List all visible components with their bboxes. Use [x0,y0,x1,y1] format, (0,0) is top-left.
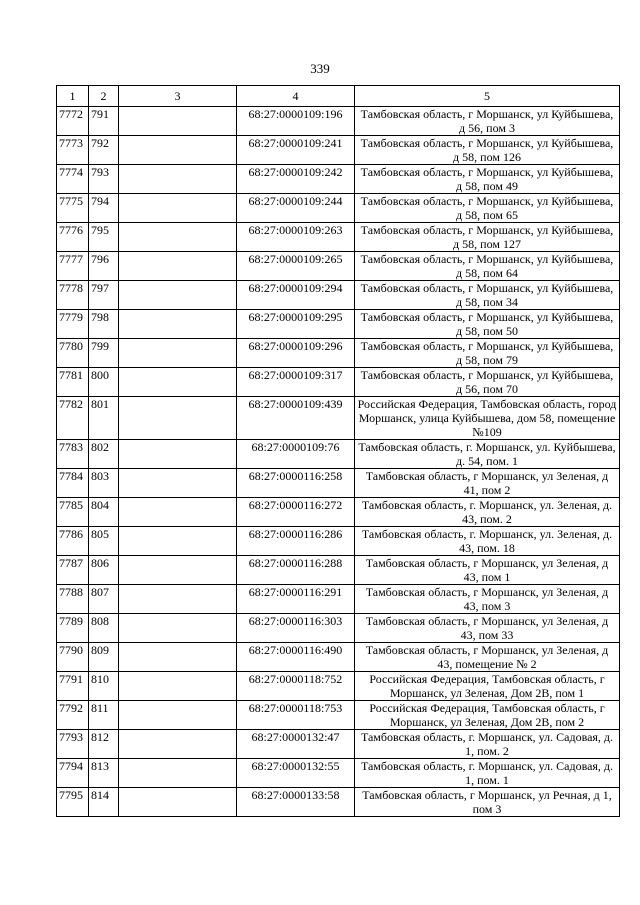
row-number-cell: 808 [89,614,119,643]
row-index-cell: 7772 [57,107,89,136]
table-row [57,672,620,701]
row-index-cell: 7795 [57,788,89,817]
row-number-cell: 807 [89,585,119,614]
cadastral-number-cell: 68:27:0000118:753 [237,701,355,730]
table-row [57,339,620,368]
empty-cell [119,368,237,397]
table-row [57,469,620,498]
empty-cell [119,788,237,817]
address-cell: Российская Федерация, Тамбовская область, г Моршанск, ул Зеленая, Дом 2В, пом 2 [355,701,620,730]
header-cell: 5 [355,86,620,107]
table-row [57,701,620,730]
row-index-cell: 7789 [57,614,89,643]
table-row [57,165,620,194]
empty-cell [119,252,237,281]
table-row [57,252,620,281]
table-row [57,194,620,223]
cadastral-number-cell: 68:27:0000116:258 [237,469,355,498]
address-cell: Тамбовская область, г Моршанск, ул Зеленая, д 43, пом 33 [355,614,620,643]
cadastral-number-cell: 68:27:0000109:265 [237,252,355,281]
row-number-cell: 813 [89,759,119,788]
empty-cell [119,498,237,527]
table-row [57,223,620,252]
cadastral-number-cell: 68:27:0000109:296 [237,339,355,368]
table-row [57,788,620,817]
row-number-cell: 809 [89,643,119,672]
row-number-cell: 797 [89,281,119,310]
table-row [57,310,620,339]
row-number-cell: 805 [89,527,119,556]
address-cell: Тамбовская область, г. Моршанск, ул. Садовая, д. 1, пом. 1 [355,759,620,788]
table-row [57,585,620,614]
cadastral-number-cell: 68:27:0000116:490 [237,643,355,672]
address-cell: Тамбовская область, г Моршанск, ул Куйбышева, д 58, пом 79 [355,339,620,368]
row-number-cell: 812 [89,730,119,759]
table-row [57,107,620,136]
empty-cell [119,585,237,614]
empty-cell [119,614,237,643]
header-cell: 4 [237,86,355,107]
table-row [57,440,620,469]
row-number-cell: 800 [89,368,119,397]
row-index-cell: 7792 [57,701,89,730]
address-cell: Тамбовская область, г Моршанск, ул Куйбышева, д 58, пом 126 [355,136,620,165]
address-cell: Тамбовская область, г Моршанск, ул Куйбышева, д 58, пом 49 [355,165,620,194]
address-cell: Тамбовская область, г. Моршанск, ул. Зеленая, д. 43, пом. 18 [355,527,620,556]
empty-cell [119,165,237,194]
address-cell: Тамбовская область, г Моршанск, ул Куйбышева, д 58, пом 127 [355,223,620,252]
address-cell: Тамбовская область, г Моршанск, ул Куйбышева, д 56, пом 3 [355,107,620,136]
row-index-cell: 7787 [57,556,89,585]
cadastral-number-cell: 68:27:0000116:303 [237,614,355,643]
row-index-cell: 7781 [57,368,89,397]
table-header-row [57,86,620,107]
cadastral-number-cell: 68:27:0000109:317 [237,368,355,397]
row-number-cell: 791 [89,107,119,136]
row-index-cell: 7783 [57,440,89,469]
row-number-cell: 794 [89,194,119,223]
table-row [57,643,620,672]
table-row [57,614,620,643]
empty-cell [119,223,237,252]
row-number-cell: 793 [89,165,119,194]
empty-cell [119,281,237,310]
row-index-cell: 7779 [57,310,89,339]
row-number-cell: 796 [89,252,119,281]
row-index-cell: 7793 [57,730,89,759]
cadastral-number-cell: 68:27:0000133:58 [237,788,355,817]
row-number-cell: 799 [89,339,119,368]
table-row [57,368,620,397]
row-number-cell: 802 [89,440,119,469]
cadastral-number-cell: 68:27:0000116:286 [237,527,355,556]
table-row [57,730,620,759]
empty-cell [119,701,237,730]
empty-cell [119,672,237,701]
table-row [57,281,620,310]
row-index-cell: 7786 [57,527,89,556]
row-index-cell: 7778 [57,281,89,310]
address-cell: Тамбовская область, г Моршанск, ул Куйбышева, д 58, пом 65 [355,194,620,223]
cadastral-number-cell: 68:27:0000109:241 [237,136,355,165]
address-cell: Тамбовская область, г Моршанск, ул Зеленая, д 43, пом 3 [355,585,620,614]
cadastral-number-cell: 68:27:0000132:55 [237,759,355,788]
empty-cell [119,194,237,223]
row-index-cell: 7782 [57,397,89,440]
row-index-cell: 7790 [57,643,89,672]
row-number-cell: 811 [89,701,119,730]
cadastral-number-cell: 68:27:0000109:294 [237,281,355,310]
cadastral-number-cell: 68:27:0000109:76 [237,440,355,469]
table-row [57,136,620,165]
header-cell: 3 [119,86,237,107]
registry-table [56,85,620,817]
empty-cell [119,136,237,165]
table-row [57,759,620,788]
row-index-cell: 7784 [57,469,89,498]
empty-cell [119,310,237,339]
address-cell: Тамбовская область, г. Моршанск, ул. Зеленая, д. 43, пом. 2 [355,498,620,527]
row-index-cell: 7777 [57,252,89,281]
table-row [57,527,620,556]
address-cell: Тамбовская область, г Моршанск, ул Зеленая, д 43, пом 1 [355,556,620,585]
empty-cell [119,440,237,469]
empty-cell [119,397,237,440]
address-cell: Тамбовская область, г Моршанск, ул Куйбышева, д 58, пом 34 [355,281,620,310]
cadastral-number-cell: 68:27:0000109:263 [237,223,355,252]
empty-cell [119,643,237,672]
address-cell: Тамбовская область, г Моршанск, ул Речная, д 1, пом 3 [355,788,620,817]
table-row [57,556,620,585]
page-number: 339 [310,61,330,76]
empty-cell [119,527,237,556]
address-cell: Тамбовская область, г Моршанск, ул Куйбышева, д 58, пом 64 [355,252,620,281]
row-number-cell: 801 [89,397,119,440]
row-number-cell: 810 [89,672,119,701]
row-number-cell: 792 [89,136,119,165]
row-index-cell: 7775 [57,194,89,223]
row-index-cell: 7791 [57,672,89,701]
address-cell: Тамбовская область, г Моршанск, ул Куйбышева, д 56, пом 70 [355,368,620,397]
address-cell: Российская Федерация, Тамбовская область, город Моршанск, улица Куйбышева, дом 58, помещение №109 [355,397,620,440]
address-cell: Тамбовская область, г Моршанск, ул Зеленая, д 41, пом 2 [355,469,620,498]
row-index-cell: 7788 [57,585,89,614]
table-row [57,498,620,527]
table-row [57,397,620,440]
row-number-cell: 798 [89,310,119,339]
empty-cell [119,339,237,368]
address-cell: Тамбовская область, г. Моршанск, ул. Куйбышева, д. 54, пом. 1 [355,440,620,469]
cadastral-number-cell: 68:27:0000116:272 [237,498,355,527]
address-cell: Тамбовская область, г. Моршанск, ул. Садовая, д. 1, пом. 2 [355,730,620,759]
row-index-cell: 7773 [57,136,89,165]
cadastral-number-cell: 68:27:0000109:439 [237,397,355,440]
header-cell: 2 [89,86,119,107]
cadastral-number-cell: 68:27:0000116:288 [237,556,355,585]
row-number-cell: 806 [89,556,119,585]
cadastral-number-cell: 68:27:0000109:242 [237,165,355,194]
row-index-cell: 7780 [57,339,89,368]
empty-cell [119,759,237,788]
row-number-cell: 803 [89,469,119,498]
cadastral-number-cell: 68:27:0000109:196 [237,107,355,136]
empty-cell [119,469,237,498]
row-number-cell: 804 [89,498,119,527]
cadastral-number-cell: 68:27:0000109:295 [237,310,355,339]
empty-cell [119,556,237,585]
row-index-cell: 7785 [57,498,89,527]
row-index-cell: 7774 [57,165,89,194]
row-index-cell: 7776 [57,223,89,252]
address-cell: Российская Федерация, Тамбовская область, г Моршанск, ул Зеленая, Дом 2В, пом 1 [355,672,620,701]
row-index-cell: 7794 [57,759,89,788]
empty-cell [119,730,237,759]
empty-cell [119,107,237,136]
cadastral-number-cell: 68:27:0000118:752 [237,672,355,701]
cadastral-number-cell: 68:27:0000116:291 [237,585,355,614]
row-number-cell: 814 [89,788,119,817]
cadastral-number-cell: 68:27:0000109:244 [237,194,355,223]
address-cell: Тамбовская область, г Моршанск, ул Куйбышева, д 58, пом 50 [355,310,620,339]
address-cell: Тамбовская область, г Моршанск, ул Зеленая, д 43, помещение № 2 [355,643,620,672]
row-number-cell: 795 [89,223,119,252]
cadastral-number-cell: 68:27:0000132:47 [237,730,355,759]
header-cell: 1 [57,86,89,107]
